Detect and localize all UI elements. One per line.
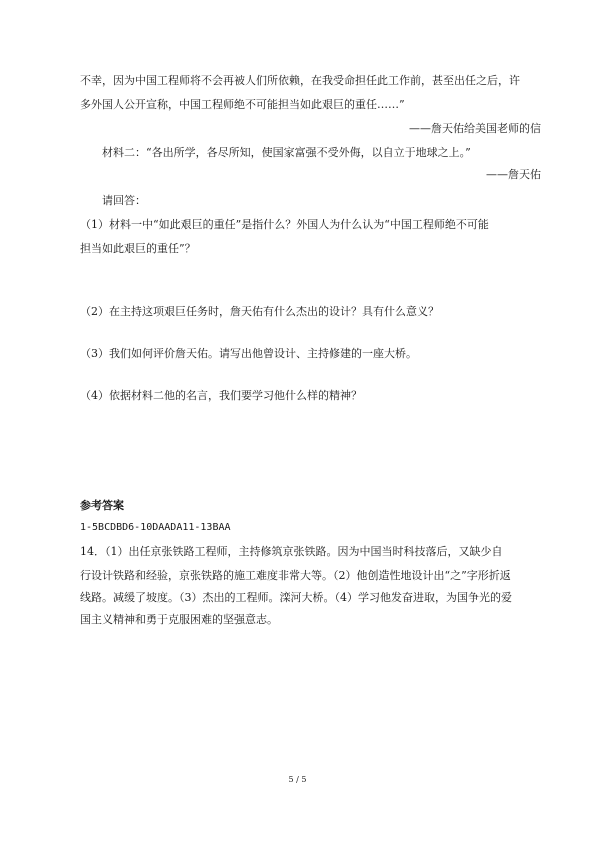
material-one-line-2: 多外国人公开宣称，中国工程师绝不可能担当如此艰巨的重任……” bbox=[80, 98, 405, 111]
material-one-source: ——詹天佑给美国老师的信 bbox=[409, 122, 541, 135]
page-number: 5 / 5 bbox=[288, 775, 307, 784]
answer-prompt: 请回答： bbox=[102, 194, 146, 207]
answer-14-line-2: 行设计铁路和经验，京张铁路的施工难度非常大等。（2）他创造性地设计出“之”字形折返 bbox=[80, 569, 511, 582]
question-2: （2）在主持这项艰巨任务时，詹天佑有什么杰出的设计？具有什么意义？ bbox=[80, 305, 439, 318]
material-two: 材料二：“各出所学，各尽所知，使国家富强不受外侮，以自立于地球之上。” bbox=[102, 146, 471, 159]
answer-14-line-4: 国主义精神和勇于克服困难的坚强意志。 bbox=[80, 613, 278, 626]
question-1-line-2: 担当如此艰巨的重任”？ bbox=[80, 242, 196, 255]
material-two-source: ——詹天佑 bbox=[486, 168, 541, 181]
multiple-choice-answers: 1-5BCDBD6-10DAADA11-13BAA bbox=[80, 522, 231, 533]
question-3: （3）我们如何评价詹天佑。请写出他曾设计、主持修建的一座大桥。 bbox=[80, 347, 417, 360]
material-one-line-1: 不幸，因为中国工程师将不会再被人们所依赖，在我受命担任此工作前，甚至出任之后，许 bbox=[80, 74, 520, 87]
question-1-line-1: （1）材料一中“如此艰巨的重任”是指什么？外国人为什么认为“中国工程师绝不可能 bbox=[80, 218, 489, 231]
answers-heading: 参考答案 bbox=[80, 499, 124, 512]
question-4: （4）依据材料二他的名言，我们要学习他什么样的精神？ bbox=[80, 389, 362, 402]
answer-14-line-1: 14．（1）出任京张铁路工程师，主持修筑京张铁路。因为中国当时科技落后，又缺少自 bbox=[80, 545, 503, 558]
answer-14-line-3: 线路。减缓了坡度。（3）杰出的工程师。滦河大桥。（4）学习他发奋进取，为国争光的爱 bbox=[80, 591, 512, 604]
